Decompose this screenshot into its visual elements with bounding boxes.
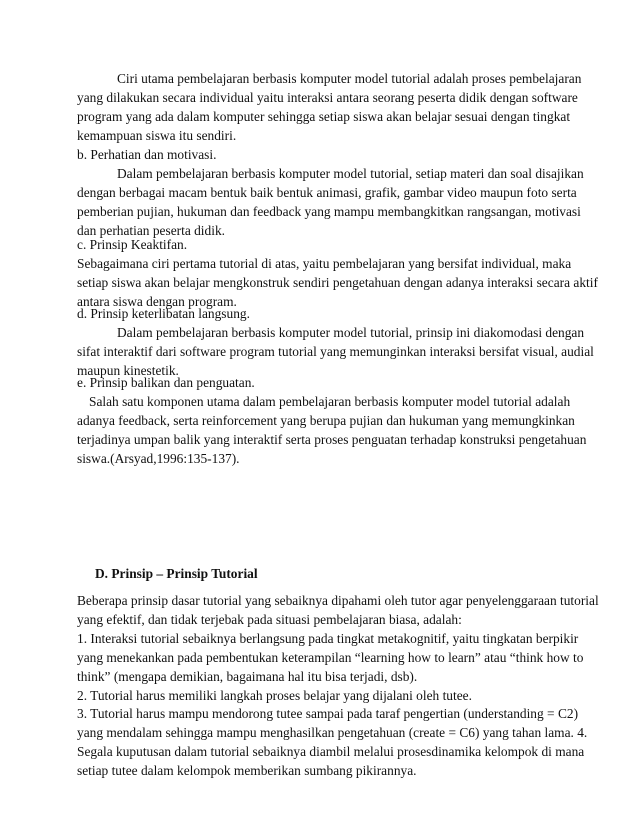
text-line: terjadinya umpan balik yang interaktif serta proses penguatan terhadap konstruksi pengetahuan (77, 431, 587, 447)
section-e-balikan (77, 374, 587, 469)
text-line: dan perhatian peserta didik. (77, 222, 225, 238)
text-line: sifat interaktif dari software program tutorial yang memunginkan interaksi bersifat visual, audial (77, 343, 594, 359)
text-line: yang efektif, dan tidak terjebak pada situasi pembelajaran biasa, adalah: (77, 611, 462, 627)
text-line: Dalam pembelajaran berbasis komputer model tutorial, prinsip ini diakomodasi dengan (117, 324, 585, 340)
text-line: maupun kinestetik. (77, 362, 179, 378)
section-d-keterlibatan (77, 305, 594, 381)
paragraph-ciri-utama (77, 70, 582, 146)
section-heading: e. Prinsip balikan dan penguatan. (77, 375, 255, 390)
text-line: Salah satu komponen utama dalam pembelajaran berbasis komputer model tutorial adalah (89, 393, 571, 409)
text-line: antara siswa dengan program. (77, 293, 237, 309)
text-line: setiap siswa akan belajar mengkonstruk sendiri pengetahuan dengan adanya interaksi secara aktif (77, 274, 598, 290)
text-line: 1. Interaksi tutorial sebaiknya berlangsung pada tingkat metakognitif, yaitu tingkatan berpikir (77, 630, 579, 646)
text-line: yang menekankan pada pembentukan keterampilan “learning how to learn” atau “think how to (77, 649, 584, 665)
section-heading-d-prinsip-tutorial: D. Prinsip – Prinsip Tutorial (95, 566, 258, 581)
text-line: yang dilakukan secara individual yaitu interaksi antara seorang peserta didik dengan software (77, 89, 578, 105)
text-line: Beberapa prinsip dasar tutorial yang sebaiknya dipahami oleh tutor agar penyelenggaraan tutorial (77, 593, 599, 608)
section-heading: b. Perhatian dan motivasi. (77, 147, 217, 162)
text-line: 2. Tutorial harus memiliki langkah proses belajar yang dijalani oleh tutee. (77, 687, 472, 703)
text-line: program yang ada dalam komputer sehingga setiap siswa akan belajar sesuai dengan tingkat (77, 108, 571, 124)
text-line: yang mendalam sehingga mampu menghasilkan pengetahuan (create = C6) yang tahan lama. 4. (77, 725, 588, 741)
text-line: kemampuan siswa itu sendiri. (77, 127, 237, 143)
section-b-perhatian (77, 146, 584, 241)
text-line: Ciri utama pembelajaran berbasis komputer model tutorial adalah proses pembelajaran (117, 71, 582, 86)
text-line: pemberian pujian, hukuman dan feedback yang mampu membangkitkan rangsangan, motivasi (77, 203, 581, 219)
section-heading: d. Prinsip keterlibatan langsung. (77, 306, 250, 321)
paragraph-prinsip-dasar (77, 592, 599, 781)
section-c-keaktifan (77, 236, 598, 312)
text-line: Segala kuputusan dalam tutorial sebaiknya diambil melalui prosesdinamika kelompok di mana (77, 744, 585, 760)
text-line: adanya feedback, serta reinforcement yang berupa pujian dan hukuman yang memungkinkan (77, 412, 575, 428)
text-line: think” (mengapa demikian, bagaimana hal itu bisa terjadi, dsb). (77, 668, 418, 684)
text-line: Dalam pembelajaran berbasis komputer model tutorial, setiap materi dan soal disajikan (117, 165, 584, 181)
text-line: dengan berbagai macam bentuk baik bentuk animasi, grafik, gambar video maupun foto serta (77, 184, 577, 200)
text-line: siswa.(Arsyad,1996:135-137). (77, 450, 240, 466)
section-heading: c. Prinsip Keaktifan. (77, 237, 188, 252)
text-line: setiap tutee dalam kelompok memberikan sumbang pikirannya. (77, 763, 417, 779)
text-line: Sebagaimana ciri pertama tutorial di atas, yaitu pembelajaran yang bersifat individual, maka (77, 255, 572, 271)
text-line: 3. Tutorial harus mampu mendorong tutee sampai pada taraf pengertian (understanding = C2) (77, 706, 579, 722)
